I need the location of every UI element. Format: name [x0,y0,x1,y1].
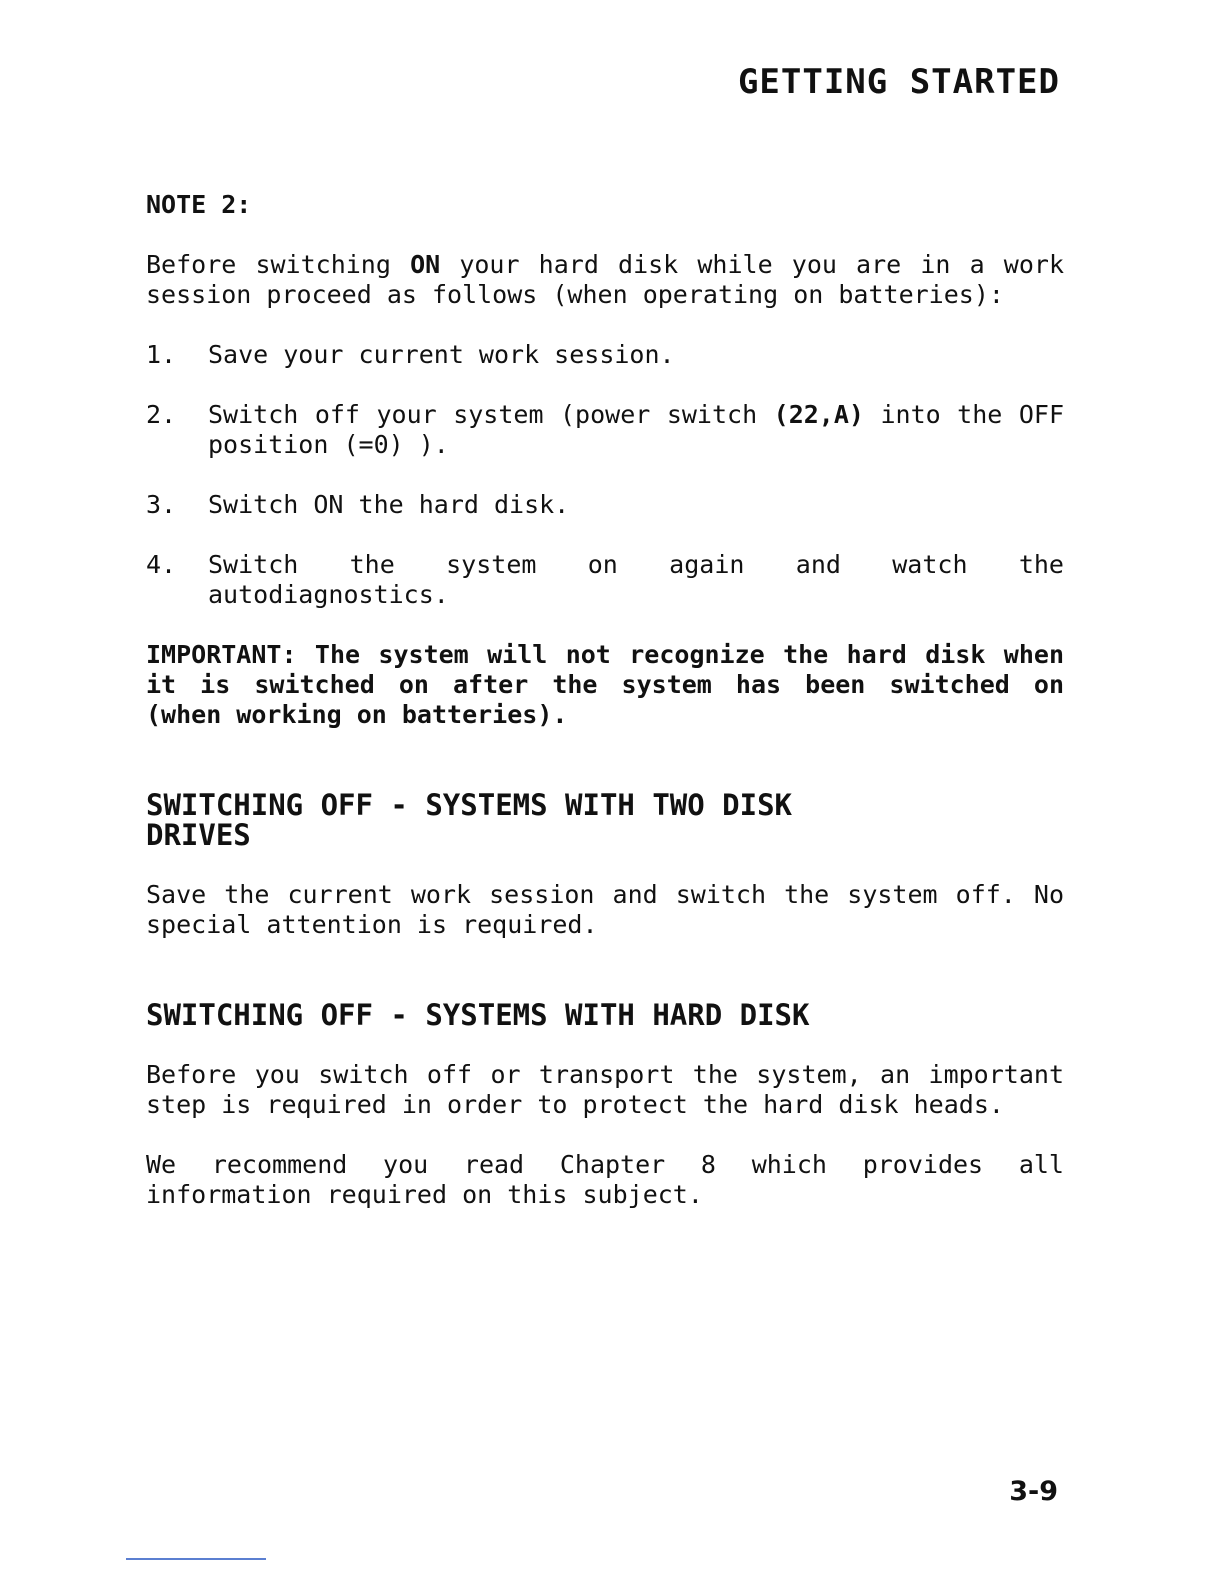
section-body-hard-disk-1: Before you switch off or transport the system, an important step is required in order to protect the hard disk heads. [146,1060,1064,1119]
step-item [146,400,1064,460]
section-heading-two-disk-drives: SWITCHING OFF - SYSTEMS WITH TWO DISK DRIVES [146,788,793,852]
page-number: 3-9 [1009,1476,1058,1507]
step-item [146,550,1064,610]
step-number: 4. [146,550,177,579]
step-text [208,400,1064,460]
footer-rule [126,1558,266,1560]
step-text: Switch the system on again and watch the autodiagnostics. [208,550,1064,609]
important-notice: IMPORTANT: The system will not recognize the hard disk when it is switched on after the system has been switched on (when working on batteries). [146,640,1064,729]
step-item [146,490,1064,520]
note-label: NOTE 2: [146,190,252,219]
note-intro-on: ON [410,250,441,279]
step-number: 2. [146,400,177,429]
step-number: 1. [146,340,177,369]
step-text-end: into the OFF position (=0) ). [208,400,1064,459]
section-body-two-disk-drives: Save the current work session and switch the system off. No special attention is required. [146,880,1064,939]
steps-list [146,340,1064,610]
note-intro-start: Before switching [146,250,411,279]
step-text-start: Switch off your system (power switch [208,400,774,429]
running-head: GETTING STARTED [737,62,1060,102]
section-heading-hard-disk: SWITCHING OFF - SYSTEMS WITH HARD DISK [146,998,810,1032]
note-intro [146,250,1064,310]
section-body-hard-disk-2: We recommend you read Chapter 8 which provides all information required on this subject. [146,1150,1064,1209]
step-number: 3. [146,490,177,519]
note-intro-end: your hard disk while you are in a work session proceed as follows (when operating on batteries): [146,250,1065,309]
page-content [146,190,1064,1240]
power-switch-ref: (22,A) [773,400,864,429]
step-item [146,340,1064,370]
step-text: Switch ON the hard disk. [208,490,570,519]
step-text: Save your current work session. [208,340,675,369]
